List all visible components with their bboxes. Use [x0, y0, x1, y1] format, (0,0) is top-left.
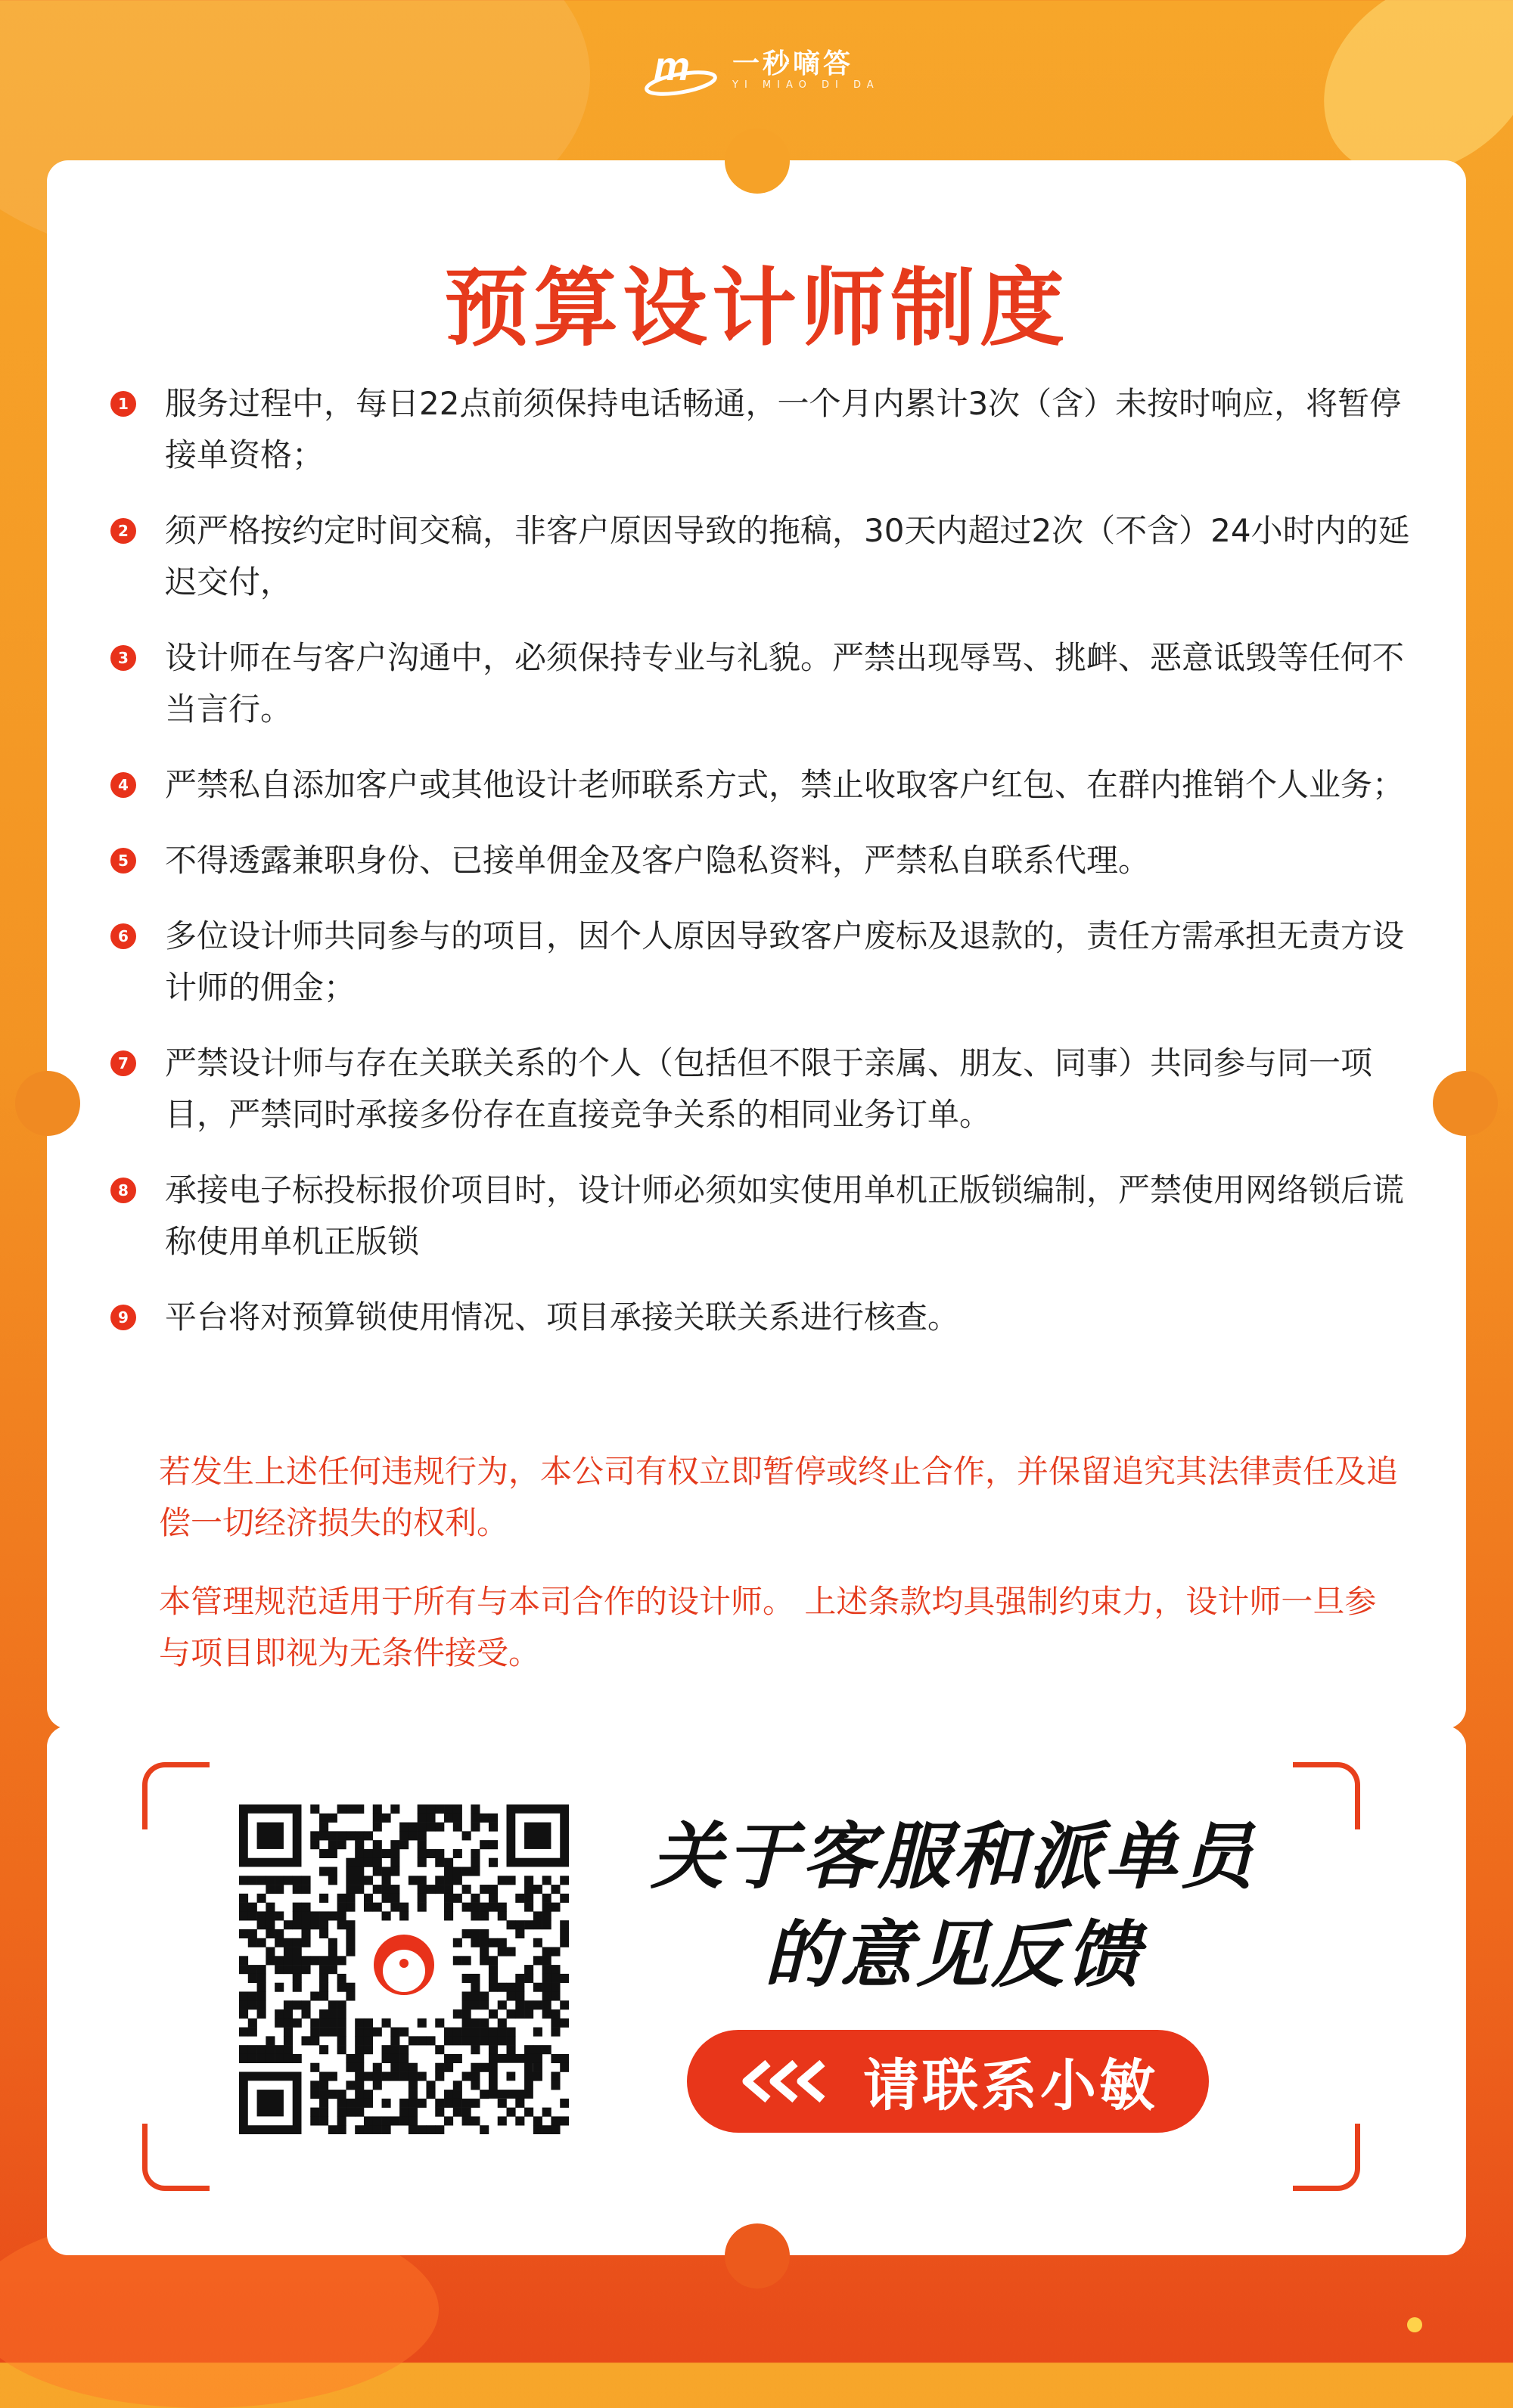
rule-text: 设计师在与客户沟通中，必须保持专业与礼貌。严禁出现辱骂、挑衅、恶意诋毁等任何不当言行。 [165, 639, 1405, 728]
rule-text: 不得透露兼职身份、已接单佣金及客户隐私资料，严禁私自联系代理。 [165, 842, 1151, 879]
brand-name-cn: 一秒嘀答 [732, 48, 854, 79]
frame-corner [1293, 2124, 1360, 2191]
contact-button-label: 请联系小敏 [863, 2053, 1158, 2118]
feedback-line-1: 关于客服和派单员 [651, 1814, 1256, 1899]
rule-number-badge: 3 [110, 645, 136, 671]
triple-chevron-left-icon [738, 2059, 833, 2104]
rule-number-badge: 6 [110, 923, 136, 949]
page-title: 预算设计师制度 [444, 259, 1069, 358]
frame-corner [142, 2124, 210, 2191]
card-notch [15, 1071, 80, 1136]
rule-item [110, 505, 1412, 608]
rule-text: 严禁私自添加客户或其他设计老师联系方式，禁止收取客户红包、在群内推销个人业务； [165, 766, 1405, 803]
feedback-heading [620, 1808, 1286, 2004]
rule-item [110, 911, 1412, 1013]
card-notch [725, 129, 790, 194]
dot-decoration [1407, 2317, 1422, 2332]
rule-item [110, 835, 1412, 886]
rule-number-badge: 7 [110, 1050, 136, 1076]
rule-text: 承接电子标投标报价项目时，设计师必须如实使用单机正版锁编制，严禁使用网络锁后谎称使用单机正版锁 [165, 1171, 1405, 1260]
rule-number-badge: 8 [110, 1178, 136, 1203]
feedback-line-2: 的意见反馈 [764, 1913, 1142, 1997]
frame-corner [142, 1762, 210, 1829]
rule-text: 严禁设计师与存在关联关系的个人（包括但不限于亲属、朋友、同事）共同参与同一项目，严禁同时承接多份存在直接竞争关系的相同业务订单。 [165, 1044, 1373, 1133]
rule-number-badge: 4 [110, 772, 136, 798]
rule-item [110, 1038, 1412, 1140]
rule-text: 多位设计师共同参与的项目，因个人原因导致客户废标及退款的，责任方需承担无责方设计师的佣金； [165, 917, 1405, 1006]
rule-number-badge: 9 [110, 1305, 136, 1330]
rule-text: 服务过程中，每日22点前须保持电话畅通，一个月内累计3次（含）未按时响应，将暂停接单资格； [165, 385, 1402, 473]
scope-notice: 本管理规范适用于所有与本司合作的设计师。 上述条款均具强制约束力，设计师一旦参与项目即视为无条件接受。 [159, 1583, 1377, 1671]
rule-item [110, 1292, 1412, 1343]
card-notch [725, 2223, 790, 2289]
rule-text: 须严格按约定时间交稿，非客户原因导致的拖稿，30天内超过2次（不含）24小时内的延迟交付， [165, 512, 1410, 600]
card-notch [1433, 1071, 1498, 1136]
penalty-notice: 若发生上述任何违规行为，本公司有权立即暂停或终止合作，并保留追究其法律责任及追偿一切经济损失的权利。 [159, 1453, 1399, 1541]
frame-corner [1293, 1762, 1360, 1829]
rule-item [110, 759, 1412, 811]
rule-number-badge: 5 [110, 848, 136, 874]
brand-name-en: YI MIAO DI DA [732, 79, 880, 91]
rule-item [110, 632, 1412, 735]
brand-logo [643, 39, 880, 100]
rule-number-badge: 2 [110, 518, 136, 544]
contact-button[interactable] [687, 2030, 1209, 2133]
rule-item [110, 1165, 1412, 1268]
svg-text:m: m [654, 44, 691, 89]
rule-number-badge: 1 [110, 391, 136, 417]
qr-code-icon[interactable] [239, 1804, 569, 2134]
rule-item [110, 378, 1412, 481]
rule-text: 平台将对预算锁使用情况、项目承接关联关系进行核查。 [165, 1299, 960, 1336]
logo-mark-icon [643, 39, 719, 100]
rules-list [110, 378, 1412, 1367]
